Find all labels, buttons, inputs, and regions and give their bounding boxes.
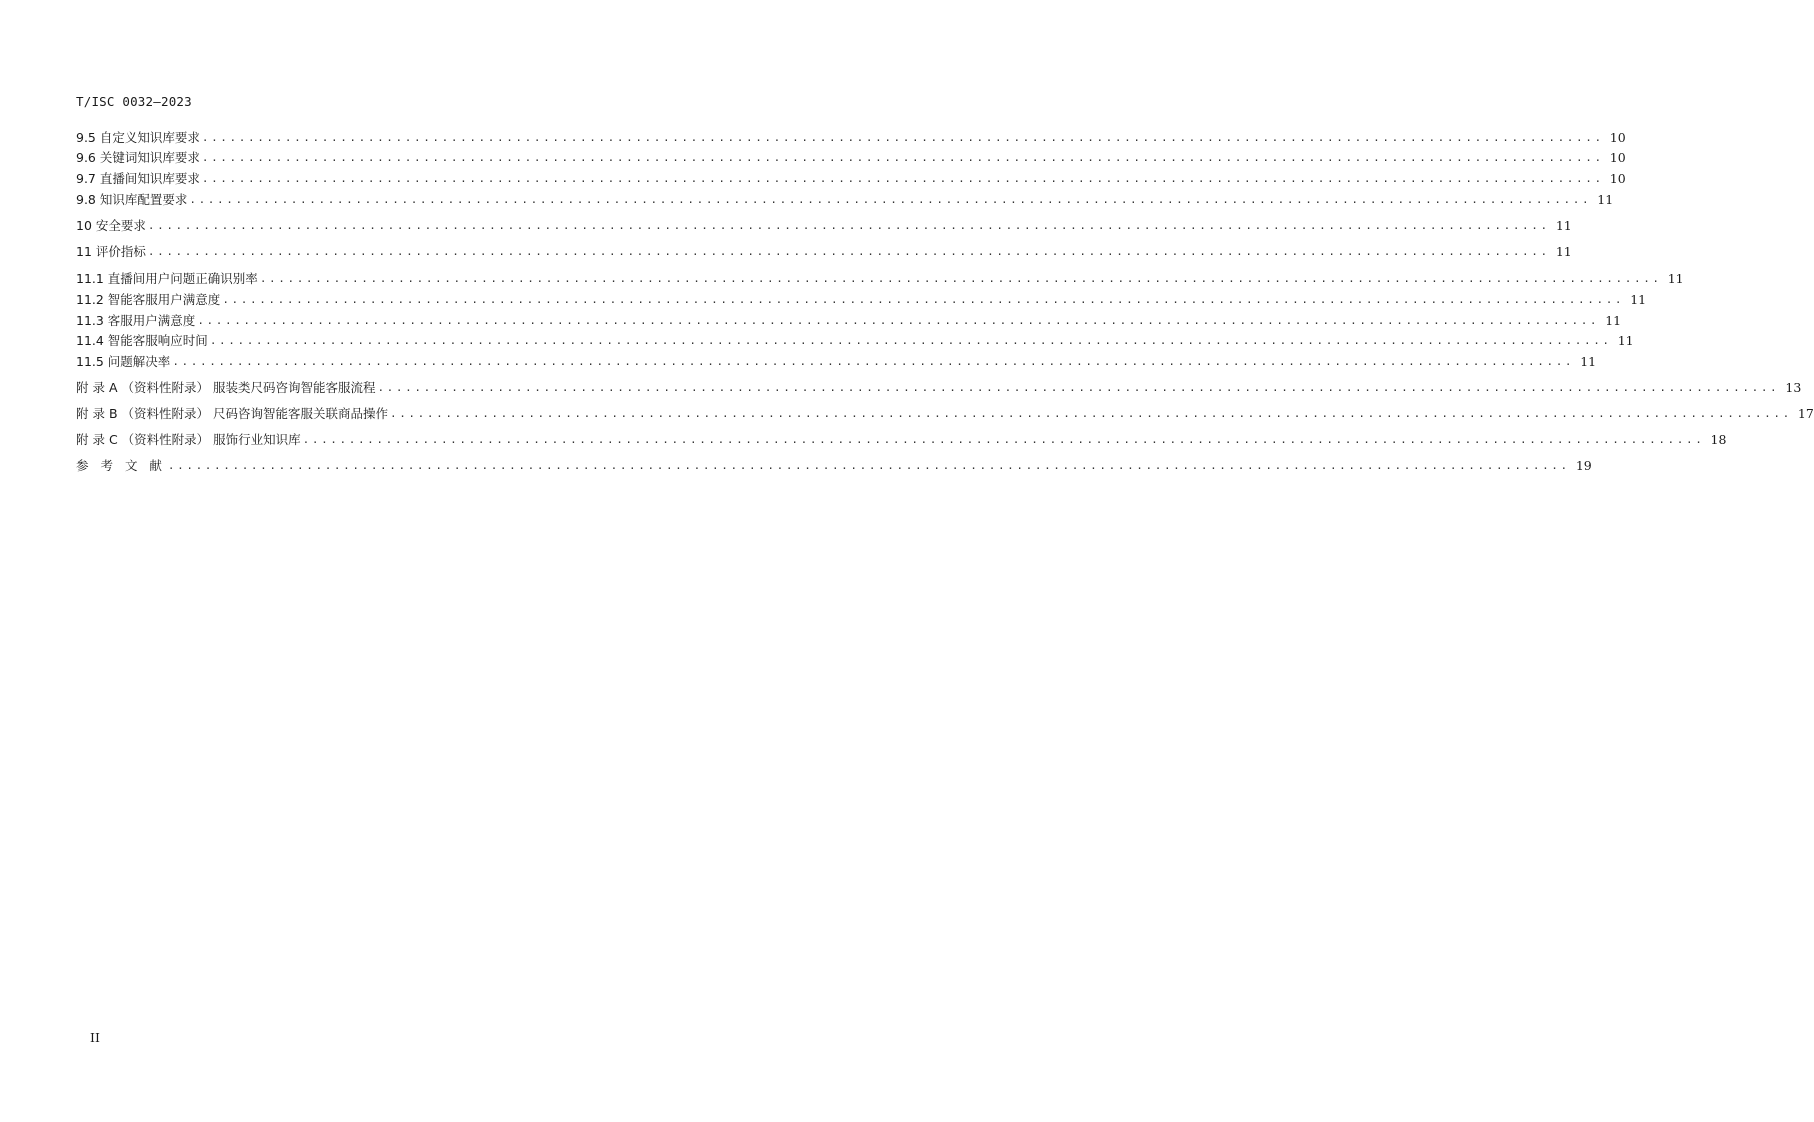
toc-leader-dots: ........................................................................................................................................................ [147,245,1550,258]
toc-entry-page: 11 [1617,333,1634,348]
toc-leader-dots: ........................................................................................................................................................ [197,314,1600,327]
toc-entry[interactable] [76,216,1572,236]
toc-entry-title: 附 录 C （资料性附录） 服饰行业知识库 [76,432,301,447]
toc-leader-dots: ........................................................................................................................................................ [389,407,1792,420]
toc-entry-page: 18 [1710,432,1727,447]
toc-entry-title: 11 评价指标 [76,244,146,259]
toc-leader-dots: ........................................................................................................................................................ [167,459,1570,472]
toc-leader-dots: ........................................................................................................................................................ [189,193,1592,206]
toc-entry-title: 9.5 自定义知识库要求 [76,130,200,145]
toc-entry-page: 13 [1785,380,1802,395]
toc-entry-title: 11.2 智能客服用户满意度 [76,292,221,307]
toc-entry[interactable] [76,290,1647,310]
toc-entry[interactable] [76,269,1684,289]
toc-entry[interactable] [76,430,1727,450]
toc-entry-title: 11.1 直播间用户问题正确识别率 [76,271,258,286]
toc-leader-dots: ........................................................................................................................................................ [259,272,1662,285]
toc-entry[interactable] [76,404,1814,424]
toc-entry-page: 10 [1609,171,1626,186]
toc-entry-page: 11 [1667,271,1684,286]
toc-entry-title: 9.6 关键词知识库要求 [76,150,200,165]
toc-entry[interactable] [76,311,1622,331]
page-number: II [90,1030,100,1045]
toc-entry[interactable] [76,169,1626,189]
toc-entry-title: 附 录 B （资料性附录） 尺码咨询智能客服关联商品操作 [76,406,388,421]
toc-entry-page: 11 [1605,313,1622,328]
toc-leader-dots: ........................................................................................................................................................ [147,219,1550,232]
toc-entry-page: 11 [1555,218,1572,233]
toc-entry-title: 参 考 文 献 [76,458,166,473]
toc-entry-title: 11.4 智能客服响应时间 [76,333,208,348]
toc-entry[interactable] [76,128,1626,148]
toc-entry-page: 11 [1555,244,1572,259]
toc-leader-dots: ........................................................................................................................................................ [201,151,1604,164]
toc-entry[interactable] [76,190,1614,210]
toc-entry-title: 9.8 知识库配置要求 [76,192,188,207]
toc-entry-page: 19 [1575,458,1592,473]
toc-leader-dots: ........................................................................................................................................................ [209,334,1612,347]
toc-leader-dots: ........................................................................................................................................................ [201,131,1604,144]
toc-entry-page: 10 [1609,150,1626,165]
document-id: T/ISC 0032—2023 [76,94,192,109]
toc-entry[interactable] [76,378,1802,398]
toc-entry-page: 17 [1797,406,1814,421]
toc-leader-dots: ........................................................................................................................................................ [222,293,1625,306]
toc-entry-title: 11.5 问题解决率 [76,354,171,369]
toc-entry-title: 11.3 客服用户满意度 [76,313,196,328]
toc-entry-title: 9.7 直播间知识库要求 [76,171,200,186]
toc-leader-dots: ........................................................................................................................................................ [377,381,1780,394]
toc-entry[interactable] [76,148,1626,168]
toc-entry-page: 11 [1597,192,1614,207]
toc-leader-dots: ........................................................................................................................................................ [172,355,1575,368]
toc-entry[interactable] [76,242,1572,262]
toc-entry-page: 11 [1630,292,1647,307]
toc-entry-page: 11 [1580,354,1597,369]
toc-entry-page: 10 [1609,130,1626,145]
toc-entry[interactable] [76,352,1597,372]
toc-entry[interactable] [76,331,1634,351]
toc-entry-title: 附 录 A （资料性附录） 服装类尺码咨询智能客服流程 [76,380,376,395]
toc-leader-dots: ........................................................................................................................................................ [302,433,1705,446]
toc-entry[interactable] [76,456,1592,476]
toc-leader-dots: ........................................................................................................................................................ [201,172,1604,185]
toc-entry-title: 10 安全要求 [76,218,146,233]
